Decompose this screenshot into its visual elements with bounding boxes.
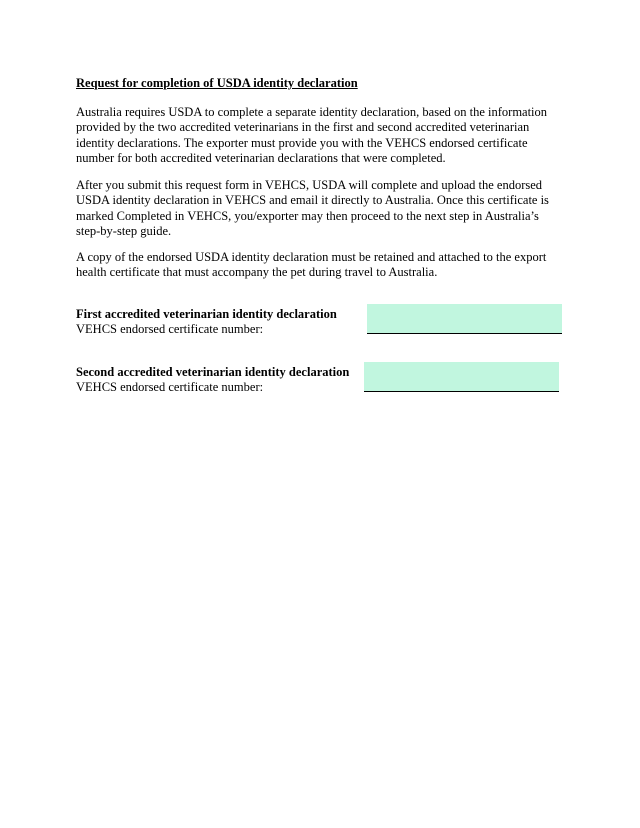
first-declaration-field-group bbox=[76, 307, 337, 338]
paragraph-intro: Australia requires USDA to complete a separate identity declaration, based on the information provided by the two accredited veterinarians in the first and second accredited veterinarian identity declarations. The exporter must provide you with the VEHCS endorsed certificate number for both accredited veterinarian declarations that were completed. bbox=[76, 105, 548, 166]
first-declaration-title: First accredited veterinarian identity declaration bbox=[76, 307, 337, 321]
first-declaration-label: VEHCS endorsed certificate number: bbox=[76, 322, 264, 337]
second-declaration-label: VEHCS endorsed certificate number: bbox=[76, 380, 264, 395]
second-certificate-number-input[interactable] bbox=[364, 362, 559, 392]
page-title: Request for completion of USDA identity declaration bbox=[76, 76, 358, 90]
paragraph-retention: A copy of the endorsed USDA identity declaration must be retained and attached to the export health certificate that must accompany the pet during travel to Australia. bbox=[76, 250, 547, 280]
first-certificate-number-input[interactable] bbox=[367, 304, 562, 334]
paragraph-process: After you submit this request form in VEHCS, USDA will complete and upload the endorsed USDA identity declaration in VEHCS and email it directly to Australia. Once this certificate is marked Completed in VEHCS, you/exporter may then proceed to the next step in Australia’s step-by-step guide. bbox=[76, 178, 549, 239]
second-declaration-field-group bbox=[76, 365, 349, 396]
second-declaration-title: Second accredited veterinarian identity declaration bbox=[76, 365, 350, 379]
